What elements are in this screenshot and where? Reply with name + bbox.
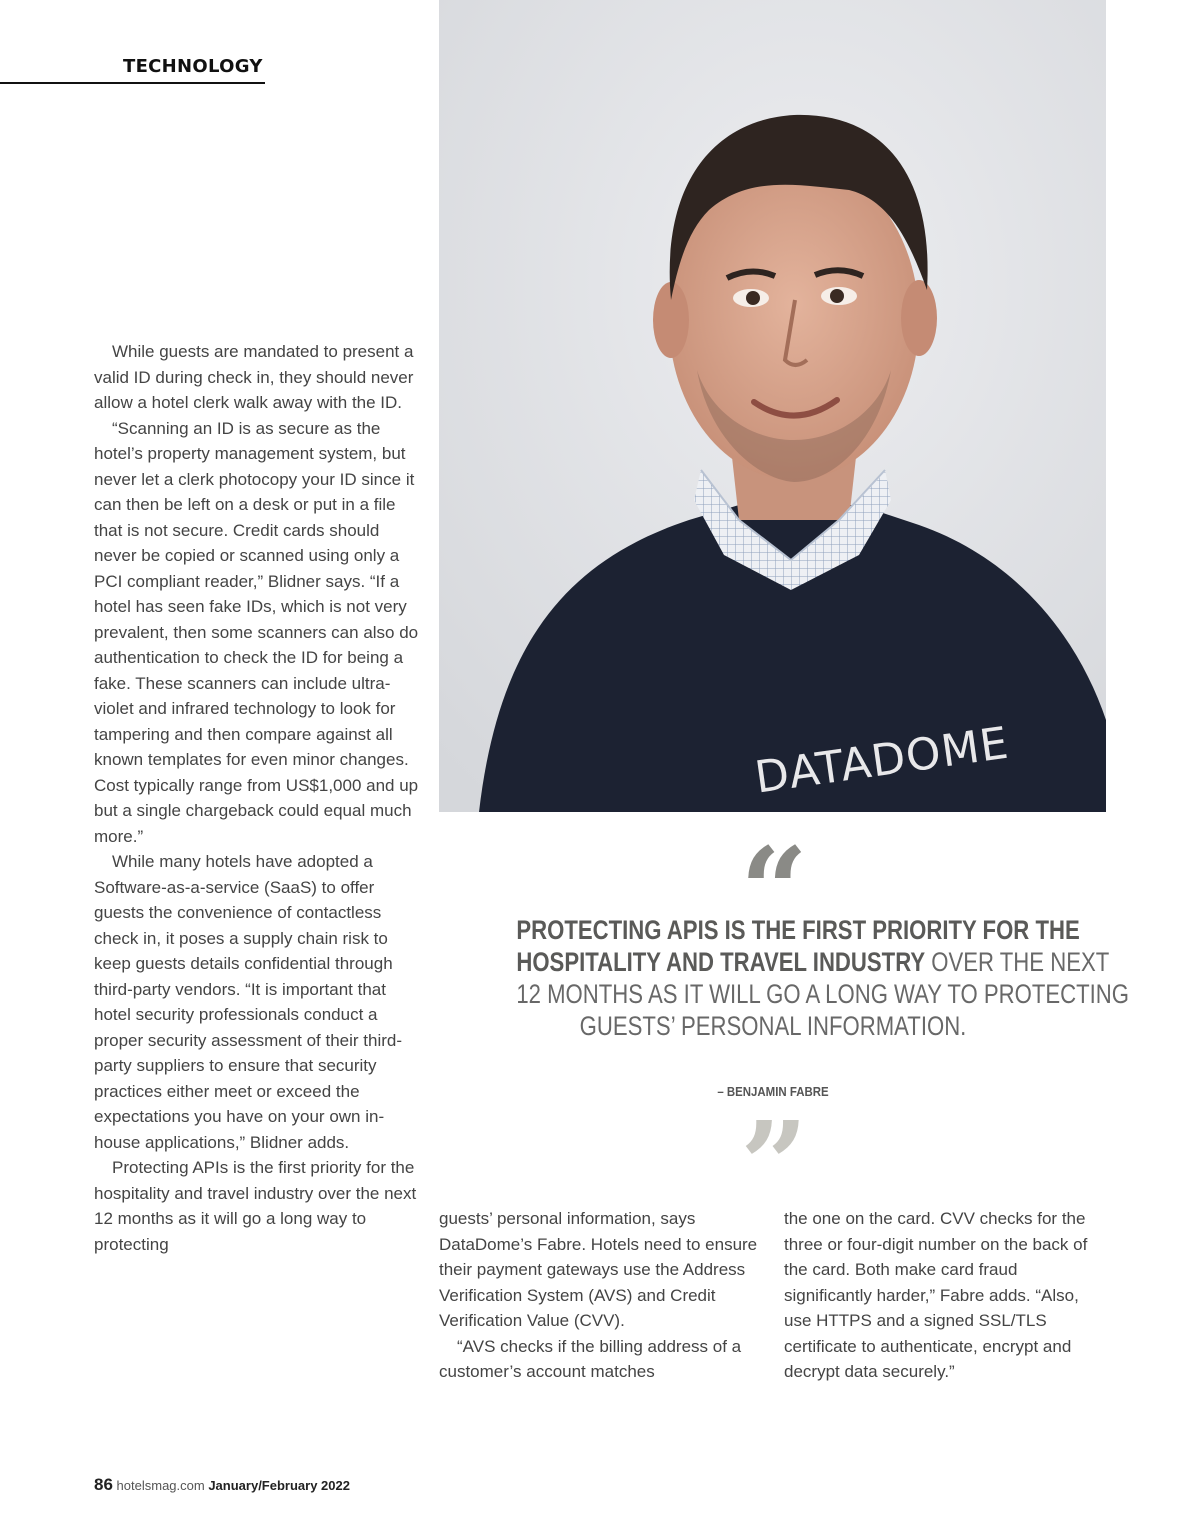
article-column-3 (784, 1206, 1109, 1385)
page-number: 86 (94, 1475, 113, 1494)
footer-issue: January/February 2022 (208, 1478, 350, 1493)
portrait-illustration (439, 0, 1106, 812)
footer-site: hotelsmag.com (116, 1478, 205, 1493)
paragraph: “Scanning an ID is as secure as the hotel’s property management system, but never let a clerk photocopy your ID since it can then be left on a desk or put in a file that is not secure. Credit cards should never be copied or scanned using only a PCI compliant reader,” Blidner says. “If a hotel has seen fake IDs, which is not very prevalent, then some scanners can also do authentication to check the ID for being a fake. These scanners can include ultra-violet and infrared technology to look for tampering and then compare against all known templates for even minor changes. Cost typically range from US$1,000 and up but a single chargeback could equal much more.” (94, 418, 419, 846)
article-column-1 (94, 339, 419, 1257)
paragraph: While guests are mandated to present a valid ID during check in, they should never allow a hotel clerk walk away with the ID. (94, 342, 414, 412)
section-rule (0, 82, 265, 84)
page-footer (94, 1475, 350, 1495)
pull-quote-line: HOSPITALITY AND TRAVEL INDUSTRY (516, 947, 926, 977)
paragraph: Protecting APIs is the first priority for the hospitality and travel industry over the next 12 months as it will go a long way to protecting (94, 1158, 417, 1254)
sweater-logo: DATADOME (751, 717, 1013, 804)
pull-quote-line: PROTECTING APIS IS THE FIRST PRIORITY FOR THE (516, 915, 1080, 945)
open-quote-mark: “ (740, 821, 808, 960)
paragraph: While many hotels have adopted a Software-as-a-service (SaaS) to offer guests the convenience of contactless check in, it poses a supply chain risk to keep guests details confidential through third-party vendors. “It is important that hotel security professionals conduct a proper security assessment of their third-party suppliers to ensure that security practices either meet or exceed the expectations you have on your own in-house applications,” Blidner adds. (94, 852, 403, 1152)
pull-quote-attribution: – BENJAMIN FABRE (717, 1084, 829, 1099)
section-label: TECHNOLOGY (123, 56, 263, 77)
paragraph: the one on the card. CVV checks for the three or four-digit number on the back of the card. Both make card fraud significantly harder,” Fabre adds. “Also, use HTTPS and a signed SSL/TLS certificate to authenticate, encrypt and decrypt data securely.” (784, 1209, 1088, 1381)
paragraph: guests’ personal information, says DataDome’s Fabre. Hotels need to ensure their payment gateways use the Address Verification System (AVS) and Credit Verification Value (CVV). (439, 1209, 758, 1330)
pull-quote-line: GUESTS’ PERSONAL INFORMATION. (579, 1011, 967, 1041)
close-quote-mark: ” (740, 1095, 808, 1234)
pull-quote (516, 914, 1130, 1042)
article-column-2 (439, 1206, 764, 1385)
paragraph: “AVS checks if the billing address of a customer’s account matches (439, 1336, 742, 1381)
portrait-photo (439, 0, 1106, 812)
pull-quote-line: 12 MONTHS AS IT WILL GO A LONG WAY TO PROTECTING (516, 979, 1130, 1009)
pull-quote-line: OVER THE NEXT (925, 947, 1110, 977)
